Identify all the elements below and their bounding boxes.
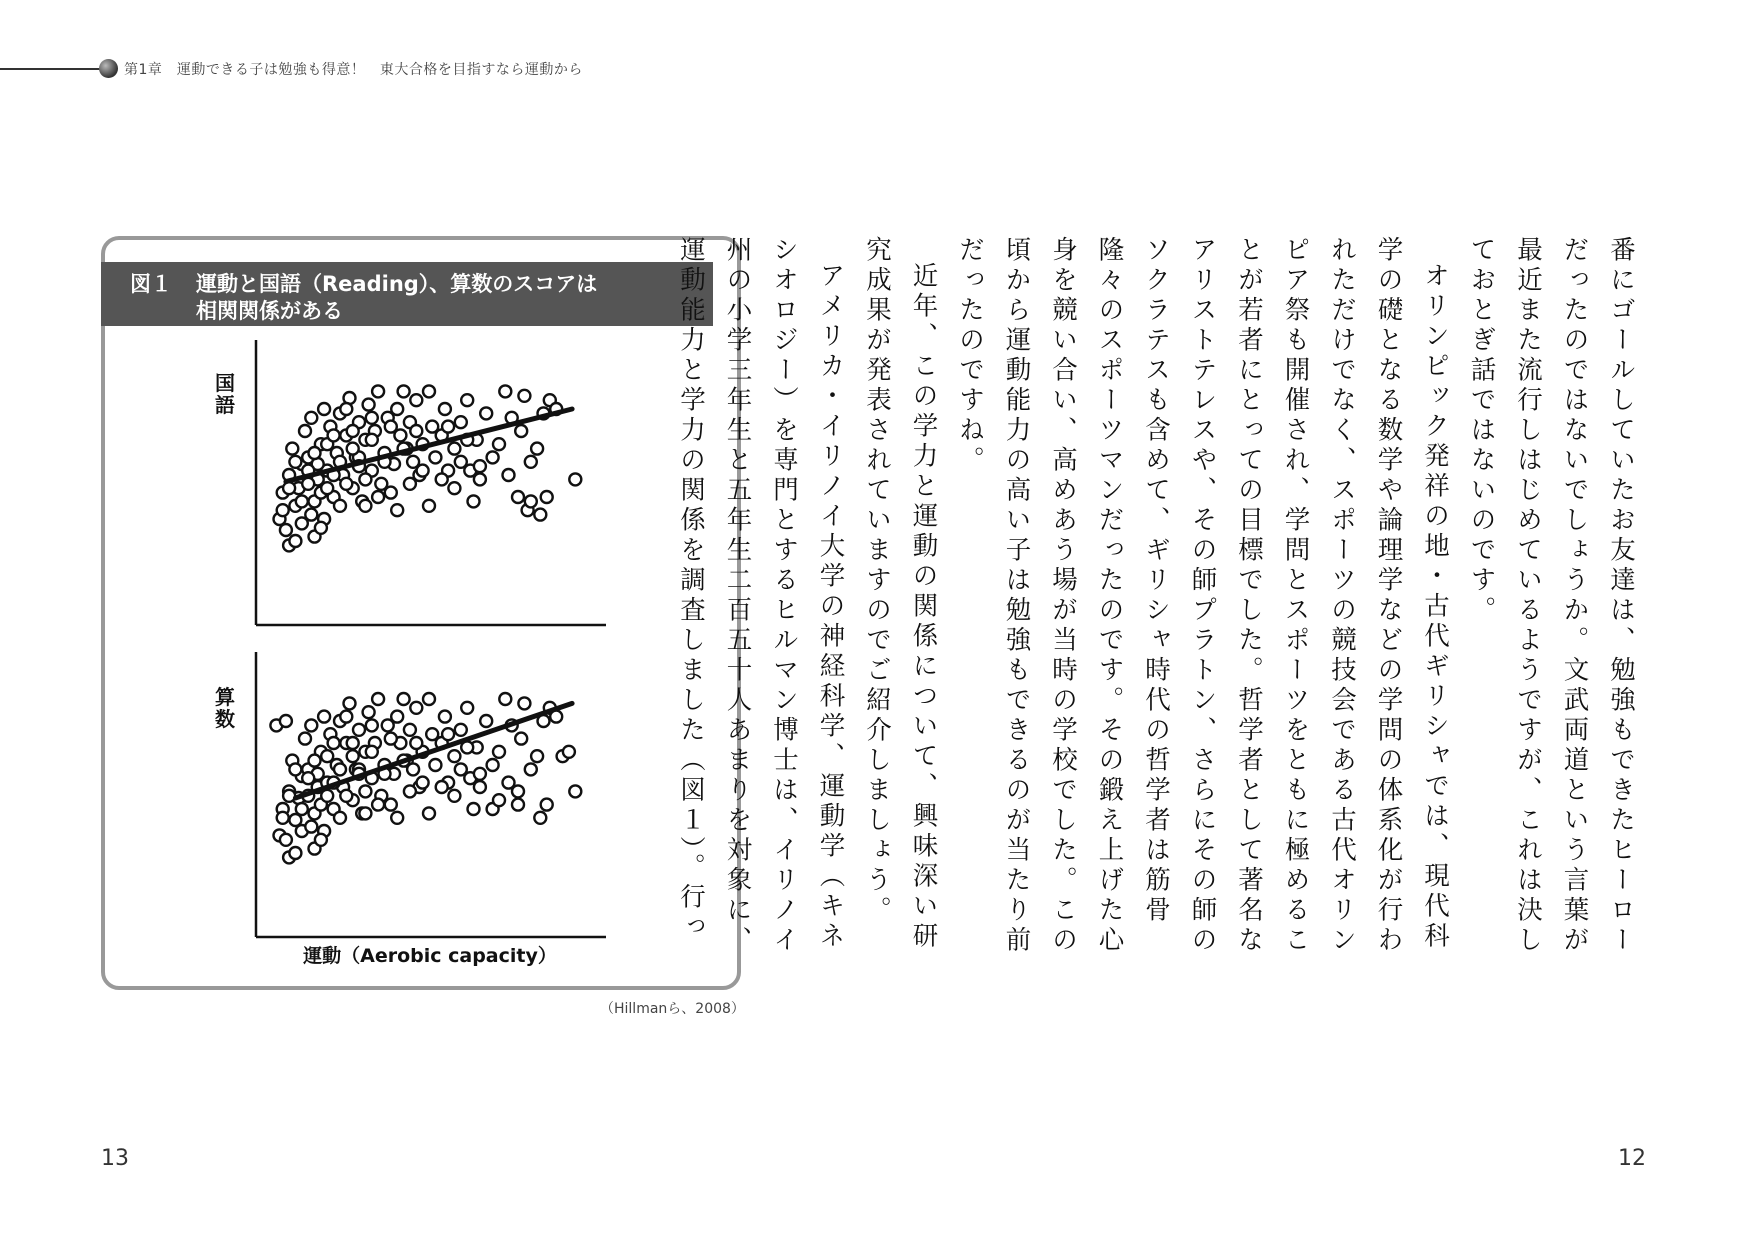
scatter-point: [410, 394, 422, 406]
scatter-point: [512, 799, 524, 811]
scatter-point: [455, 416, 467, 428]
scatter-point: [289, 456, 301, 468]
scatter-point: [468, 495, 480, 507]
scatter-point: [448, 790, 460, 802]
scatter-point: [429, 451, 441, 463]
scatter-point: [474, 473, 486, 485]
scatter-point: [442, 421, 454, 433]
scatter-point: [363, 706, 375, 718]
scatter-point: [366, 434, 378, 446]
scatter-point: [347, 425, 359, 437]
scatter-point: [372, 693, 384, 705]
body-paragraph: 番にゴールしていたお友達は、勉強もできたヒーローだったのではないでしょうか。文武両道という言葉が最近また流行しはじめているようですが、これは決しておとぎ話ではないのです。: [1466, 236, 1636, 956]
scatter-point: [448, 482, 460, 494]
scatter-point: [372, 799, 384, 811]
scatter-point: [283, 482, 295, 494]
scatter-point: [474, 781, 486, 793]
scatter-point: [340, 478, 352, 490]
scatter-point: [534, 812, 546, 824]
scatter-point: [391, 711, 403, 723]
scatter-point: [493, 746, 505, 758]
scatter-point: [315, 834, 327, 846]
scatter-point: [531, 443, 543, 455]
scatter-point: [525, 495, 537, 507]
scatter-point: [302, 478, 314, 490]
scatter-point: [487, 759, 499, 771]
scatter-point: [423, 500, 435, 512]
scatter-point: [439, 403, 451, 415]
scatter-point: [391, 812, 403, 824]
scatter-point: [512, 491, 524, 503]
scatter-point: [305, 412, 317, 424]
scatter-point: [302, 772, 314, 784]
figure-title-line1: 運動と国語（Reading）、算数のスコアは: [196, 272, 598, 296]
scatter-point: [468, 803, 480, 815]
scatter-point: [289, 847, 301, 859]
figure-source: （Hillmanら、2008）: [600, 1001, 745, 1017]
scatter-point: [347, 443, 359, 455]
scatter-point: [366, 746, 378, 758]
scatter-point: [518, 697, 530, 709]
scatter-point: [280, 715, 292, 727]
scatter-point: [296, 803, 308, 815]
scatter-point: [436, 473, 448, 485]
scatter-point: [385, 421, 397, 433]
scatter-point: [318, 403, 330, 415]
scatter-point: [363, 399, 375, 411]
scatter-point: [410, 737, 422, 749]
chart-reading-ylabel: 国語: [215, 371, 235, 417]
scatter-point: [321, 790, 333, 802]
scatter-point: [299, 733, 311, 745]
scatter-point: [531, 750, 543, 762]
running-header: 第1章 運動できる子は勉強も得意！ 東大合格を目指すなら運動から: [124, 62, 583, 78]
scatter-point: [372, 491, 384, 503]
scatter-point: [541, 491, 553, 503]
scatter-point: [366, 719, 378, 731]
scatter-point: [515, 425, 527, 437]
scatter-point: [391, 504, 403, 516]
scatter-point: [410, 425, 422, 437]
scatter-point: [340, 403, 352, 415]
scatter-point: [461, 394, 473, 406]
scatter-point: [321, 482, 333, 494]
scatter-point: [569, 473, 581, 485]
scatter-point: [563, 746, 575, 758]
scatter-point: [309, 447, 321, 459]
scatter-point: [299, 425, 311, 437]
scatter-point: [493, 438, 505, 450]
scatter-point: [417, 465, 429, 477]
scatter-point: [283, 790, 295, 802]
scatter-point: [305, 509, 317, 521]
scatter-point: [340, 790, 352, 802]
scatter-point: [359, 500, 371, 512]
scatter-point: [305, 719, 317, 731]
scatter-point: [455, 724, 467, 736]
scatter-point: [436, 781, 448, 793]
scatter-point: [474, 460, 486, 472]
scatter-point: [474, 768, 486, 780]
scatter-point: [503, 469, 515, 481]
scatter-point: [347, 737, 359, 749]
scatter-point: [499, 385, 511, 397]
scatter-point: [309, 755, 321, 767]
scatter-point: [512, 785, 524, 797]
scatter-point: [372, 385, 384, 397]
chart-math-ylabel: 算数: [215, 685, 235, 731]
scatter-point: [385, 733, 397, 745]
chart-reading: [256, 340, 606, 625]
scatter-point: [410, 702, 422, 714]
scatter-point: [404, 724, 416, 736]
scatter-point: [455, 763, 467, 775]
scatter-point: [277, 504, 289, 516]
figure-number: 図１: [130, 272, 172, 296]
scatter-point: [334, 500, 346, 512]
scatter-point: [417, 777, 429, 789]
page-number-left: 13: [101, 1146, 129, 1171]
scatter-point: [366, 412, 378, 424]
figure-title-line2: 相関関係がある: [196, 299, 343, 323]
body-paragraph: オリンピック発祥の地・古代ギリシャでは、現代科学の礎となる数学や論理学などの学問の体系化が行われただけでなく、スポーツの競技会である古代オリンピア祭も開催され、学問とスポーツをともに極めることが若者にとっての目標でした。哲学者として著名なアリストテレスや、その師プラトン、さらにその師のソクラテスも含めて、ギリシャ時代の哲学者は筋骨隆々のスポーツマンだったのです。その鍛え上げた心身を競い合い、高めあう場が当時の学校でした。この頃から運動能力の高い子は勉強もできるのが当たり前だったのですね。: [955, 236, 1450, 956]
scatter-point: [347, 750, 359, 762]
scatter-point: [315, 522, 327, 534]
scatter-point: [423, 807, 435, 819]
scatter-point: [541, 799, 553, 811]
scatter-point: [423, 693, 435, 705]
scatter-point: [518, 390, 530, 402]
scatter-point: [499, 693, 511, 705]
scatter-point: [515, 733, 527, 745]
scatter-point: [280, 524, 292, 536]
scatter-point: [289, 535, 301, 547]
body-paragraph: アメリカ・イリノイ大学の神経科学、運動学（キネシオロジー）を専門とするヒルマン博士は、イリノイ州の小学三年生と五年生二百五十人あまりを対象に、運動能力と学力の関係を調査しました（図１）。行っ: [676, 236, 846, 956]
scatter-point: [334, 812, 346, 824]
chart-math: [256, 652, 606, 937]
scatter-point: [455, 456, 467, 468]
scatter-point: [439, 711, 451, 723]
scatter-point: [429, 759, 441, 771]
scatter-point: [328, 429, 340, 441]
scatter-point: [359, 807, 371, 819]
scatter-point: [398, 693, 410, 705]
scatter-point: [398, 385, 410, 397]
scatter-point: [321, 750, 333, 762]
scatter-point: [280, 834, 292, 846]
scatter-point: [569, 785, 581, 797]
chart-xlabel: 運動（Aerobic capacity）: [303, 945, 557, 967]
scatter-point: [448, 750, 460, 762]
scatter-point: [334, 763, 346, 775]
scatter-point: [344, 697, 356, 709]
scatter-point: [493, 794, 505, 806]
scatter-point: [289, 763, 301, 775]
scatter-point: [391, 403, 403, 415]
scatter-point: [353, 724, 365, 736]
body-paragraph: 近年、この学力と運動の関係について、興味深い研究成果が発表されていますのでご紹介しましょう。: [862, 236, 939, 952]
scatter-point: [277, 812, 289, 824]
scatter-point: [480, 715, 492, 727]
scatter-point: [404, 785, 416, 797]
scatter-point: [286, 443, 298, 455]
scatter-point: [461, 702, 473, 714]
scatter-point: [448, 443, 460, 455]
scatter-point: [385, 487, 397, 499]
scatter-point: [404, 478, 416, 490]
scatter-point: [525, 763, 537, 775]
scatter-point: [340, 711, 352, 723]
scatter-point: [534, 509, 546, 521]
scatter-point: [442, 728, 454, 740]
scatter-point: [480, 407, 492, 419]
scatter-point: [359, 785, 371, 797]
scatter-point: [525, 456, 537, 468]
scatter-point: [328, 737, 340, 749]
scatter-point: [296, 495, 308, 507]
scatter-point: [385, 799, 397, 811]
scatter-point: [359, 473, 371, 485]
page-number-right: 12: [1618, 1146, 1646, 1171]
scatter-point: [318, 711, 330, 723]
body-text-vertical: [676, 236, 1644, 956]
scatter-point: [487, 451, 499, 463]
scatter-point: [305, 821, 317, 833]
scatter-point: [423, 385, 435, 397]
